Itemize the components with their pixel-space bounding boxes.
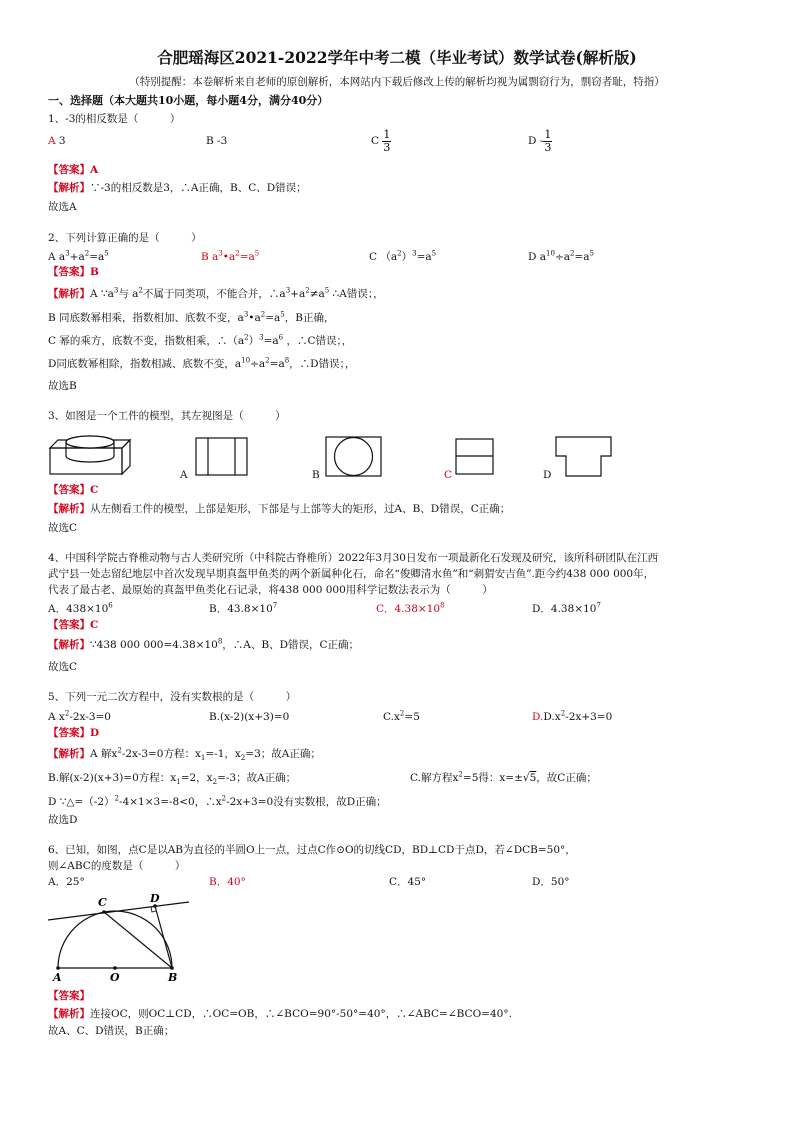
q2-stem: 2、下列计算正确的是（ ）	[48, 232, 202, 244]
q6-option-d: D．50°	[532, 876, 570, 888]
page-title: 合肥瑶海区2021-2022学年中考二模（毕业考试）数学试卷(解析版)	[157, 48, 637, 67]
tangent-line-cd	[48, 902, 189, 920]
q1-analysis: 【解析】∵-3的相反数是3，∴A正确，B、C、D错误；	[48, 182, 307, 194]
q5-analysis-b: B.解(x-2)(x+3)=0方程：$x_1=2$，$x_2=-3$；故A正确；	[48, 772, 297, 787]
q4-option-b: B．$43.8\times 10^7$	[209, 601, 278, 615]
q5-option-d: $D.D.x^2-2x+3=0$	[532, 709, 613, 723]
q5-answer: 【答案】D	[48, 727, 100, 739]
q3-option-c-figure	[455, 438, 495, 476]
q4-stem-line1: 4、中国科学院古脊椎动物与古人类研究所（中科院古脊椎所）2022年3月30日发布一项最新化石发现及研究，该所科研团队在江西	[48, 552, 658, 564]
q5-analysis-a: 【解析】A 解$x^2-2x-3=0$方程：$x_1=-1$，$x_2=3$；故A正确；	[48, 746, 321, 763]
q1-option-d: D - $\frac{1}{3}$	[528, 127, 552, 154]
q3-conclusion: 故选C	[48, 522, 78, 534]
q6-option-b: B．40°	[209, 876, 246, 888]
label-point-o: O	[110, 971, 120, 984]
sqrt-symbol: √	[522, 772, 530, 784]
q3-answer: 【答案】C	[48, 484, 99, 496]
q1-fraction-c: $\frac{1}{3}$	[383, 127, 391, 154]
q3-option-b-figure	[325, 436, 383, 478]
q6-answer: 【答案】	[48, 990, 90, 1002]
q2-option-c: C $(a^2)^3=a^5$	[369, 249, 437, 263]
q2-analysis-a: 【解析】A $\because a^3$与 $a^2$不属于同类项，不能合并，$\therefore a^3+a^2\ne a^5$ ∴A错误；，	[48, 286, 384, 300]
q6-conclusion: 故A、C、D错误，B正确；	[48, 1025, 175, 1037]
copyright-notice: （特别提醒：本卷解析来自老师的原创解析，本网站内下载后修改上传的解析均视为属剽窃行为，剽窃者耻，特指）	[129, 76, 665, 88]
label-point-b: B	[168, 971, 178, 984]
q6-semicircle-figure	[46, 892, 196, 984]
q5-option-a: A $x^2-2x-3=0$	[48, 709, 111, 723]
segment-bd	[155, 906, 172, 968]
q1-stem: 1、-3的相反数是（ ）	[48, 113, 181, 125]
section-heading: 一、选择题（本大题共10小题，每小题4分，满分40分）	[48, 94, 329, 107]
q3-option-c-label: C	[444, 469, 453, 481]
q3-option-d-label: D	[543, 469, 552, 481]
semicircle-arc	[58, 911, 172, 968]
q5-option-c: $C.x^2=5$	[383, 709, 420, 723]
q4-stem-line3: 代表了最古老、最原始的真盔甲鱼类化石记录，将438 000 000用科学记数法表示为（ ）	[48, 584, 493, 596]
q4-conclusion: 故选C	[48, 661, 78, 673]
q1-fraction-d: $\frac{1}{3}$	[544, 127, 552, 154]
q4-stem-line2: 武宁县一处志留纪地层中首次发现早期真盔甲鱼类的两个新属种化石，命名“俊卿清水鱼”和“刺猬安吉鱼”.距今约438 000 000年，	[48, 568, 655, 580]
q2-option-d: D $a^{10}\div a^2=a^5$	[528, 249, 595, 263]
q3-analysis: 【解析】从左侧看工件的模型，上部是矩形，下部是与上部等大的矩形，过A、B、D错误，C正确；	[48, 503, 511, 515]
label-point-c: C	[98, 896, 107, 909]
q5-conclusion: 故选D	[48, 814, 78, 826]
q1-conclusion: 故选A	[48, 201, 77, 213]
q3-stem: 3、如图是一个工件的模型，其左视图是（ ）	[48, 410, 286, 422]
q6-stem-line1: 6、已知，如图，点C是以AB为直径的半圆O上一点，过点C作⊙O的切线CD，BD⊥CD于点D，若∠DCB=50°，	[48, 844, 576, 856]
q2-option-a: A $a^3+a^2=a^5$	[48, 249, 109, 263]
q5-option-b: B.(x-2)(x+3)=0	[209, 711, 290, 723]
q4-option-c: C．$4.38\times 10^8$	[376, 601, 445, 615]
q5-stem: 5、下列一元二次方程中，没有实数根的是（ ）	[48, 691, 297, 703]
q2-option-b: B $a^3•a^2=a^5$	[201, 249, 260, 263]
q3-option-d-figure	[555, 436, 613, 478]
q2-answer: 【答案】B	[48, 266, 99, 278]
q1-answer: 【答案】A	[48, 164, 99, 176]
q4-answer: 【答案】C	[48, 619, 99, 631]
q1-option-b: B -3	[206, 135, 228, 147]
q2-analysis-b: B 同底数幂相乘，指数相加、底数不变，$a^3•a^2=a^5$，B正确，	[48, 310, 335, 324]
q5-analysis-c: C.解方程$x^2=5$得：x=±√5，故C正确；	[410, 770, 597, 784]
label-point-a: A	[53, 971, 62, 984]
q1-option-c: C $\frac{1}{3}$	[371, 127, 391, 154]
q4-option-a: A．$438\times 10^6$	[48, 601, 113, 615]
chord-cb	[104, 912, 172, 968]
label-point-d: D	[150, 892, 160, 905]
q3-option-a-figure	[195, 437, 249, 477]
q3-workpiece-model-figure	[48, 428, 134, 478]
q4-analysis: 【解析】∵438 000 $000=4.38\times 10^8$，∴A、B、D错误，C正确；	[48, 637, 360, 651]
q6-stem-line2: 则∠ABC的度数是（ ）	[48, 860, 186, 872]
q5-analysis-d: D $\because\triangle=(-2)^2-4\times 1\times 3=-8<0$，$\therefore x^2-2x+3=0$没有实数根，故D正确；	[48, 794, 387, 808]
q6-option-c: C．45°	[389, 876, 427, 888]
q2-analysis-c: C 幂的乘方，底数不变，指数相乘，$\therefore(a^2)^3=a^6$ ，∴C错误；，	[48, 333, 353, 347]
q3-option-b-label: B	[312, 469, 320, 481]
q6-option-a: A．25°	[48, 876, 85, 888]
q1-option-a: A 3	[48, 135, 66, 147]
q2-conclusion: 故选B	[48, 380, 77, 392]
q6-analysis: 【解析】连接OC，则OC⊥CD，∴OC=OB，∴∠BCO=90°-50°=40°，∴∠ABC=∠BCO=40°.	[48, 1008, 512, 1020]
q2-analysis-d: D同底数幂相除，指数相减、底数不变，$a^{10}\div a^2=a^8$，∴D错误；，	[48, 356, 356, 370]
q3-option-a-label: A	[180, 469, 188, 481]
q4-option-d: D．$4.38\times 10^7$	[532, 601, 601, 615]
